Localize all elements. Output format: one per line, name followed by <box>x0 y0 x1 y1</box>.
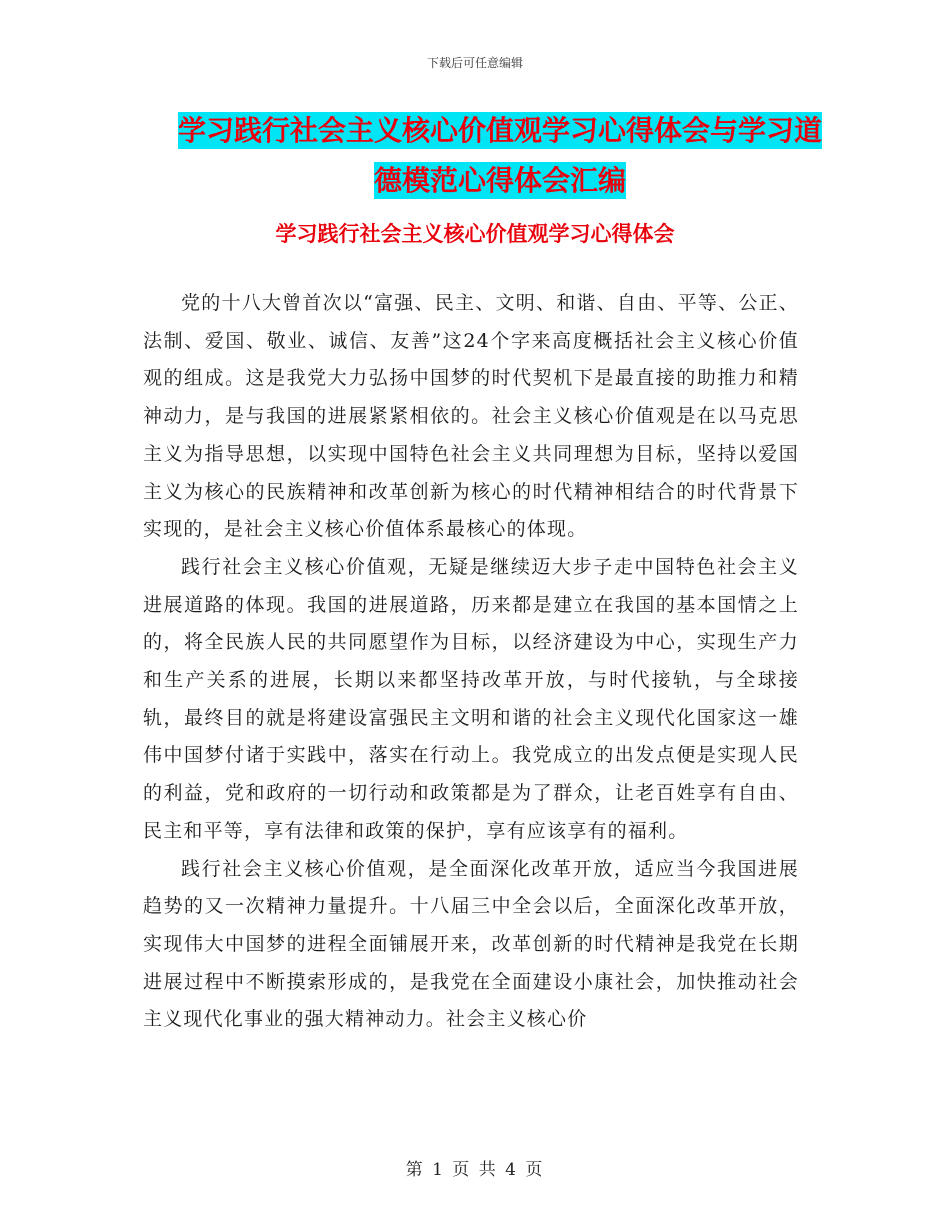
document-title <box>150 106 850 206</box>
document-title-line-1: 学习践行社会主义核心价值观学习心得体会与学习道 <box>177 114 822 147</box>
body-text <box>143 285 799 1039</box>
paragraph-1: 党的十八大曾首次以“富强、民主、文明、和谐、自由、平等、公正、法制、爱国、敬业、诚信、友善”这24个字来高度概括社会主义核心价值观的组成。这是我党大力弘扬中国梦的时代契机下是最直接的助推力和精神动力，是与我国的进展紧紧相依的。社会主义核心价值观是在以马克思主义为指导思想，以实现中国特色社会主义共同理想为目标，坚持以爱国主义为核心的民族精神和改革创新为核心的时代精神相结合的时代背景下实现的，是社会主义核心价值体系最核心的体现。 <box>143 292 799 541</box>
section-title: 学习践行社会主义核心价值观学习心得体会 <box>275 222 675 246</box>
page-footer: 第 1 页 共 4 页 <box>405 1160 545 1180</box>
document-title-line-2: 德模范心得体会汇编 <box>373 164 626 197</box>
paragraph-3: 践行社会主义核心价值观，是全面深化改革开放，适应当今我国进展趋势的又一次精神力量提升。十八届三中全会以后，全面深化改革开放，实现伟大中国梦的进程全面铺展开来，改革创新的时代精神是我党在长期进展过程中不断摸索形成的，是我党在全面建设小康社会，加快推动社会主义现代化事业的强大精神动力。社会主义核心价 <box>143 857 799 1031</box>
paragraph-2: 践行社会主义核心价值观，无疑是继续迈大步子走中国特色社会主义进展道路的体现。我国的进展道路，历来都是建立在我国的基本国情之上的，将全民族人民的共同愿望作为目标，以经济建设为中心，实现生产力和生产关系的进展，长期以来都坚持改革开放，与时代接轨，与全球接轨，最终目的就是将建设富强民主文明和谐的社会主义现代化国家这一雄伟中国梦付诸于实践中，落实在行动上。我党成立的出发点便是实现人民的利益，党和政府的一切行动和政策都是为了群众，让老百姓享有自由、民主和平等，享有法律和政策的保护，享有应该享有的福利。 <box>143 555 799 842</box>
header-note: 下载后可任意编辑 <box>426 56 523 70</box>
